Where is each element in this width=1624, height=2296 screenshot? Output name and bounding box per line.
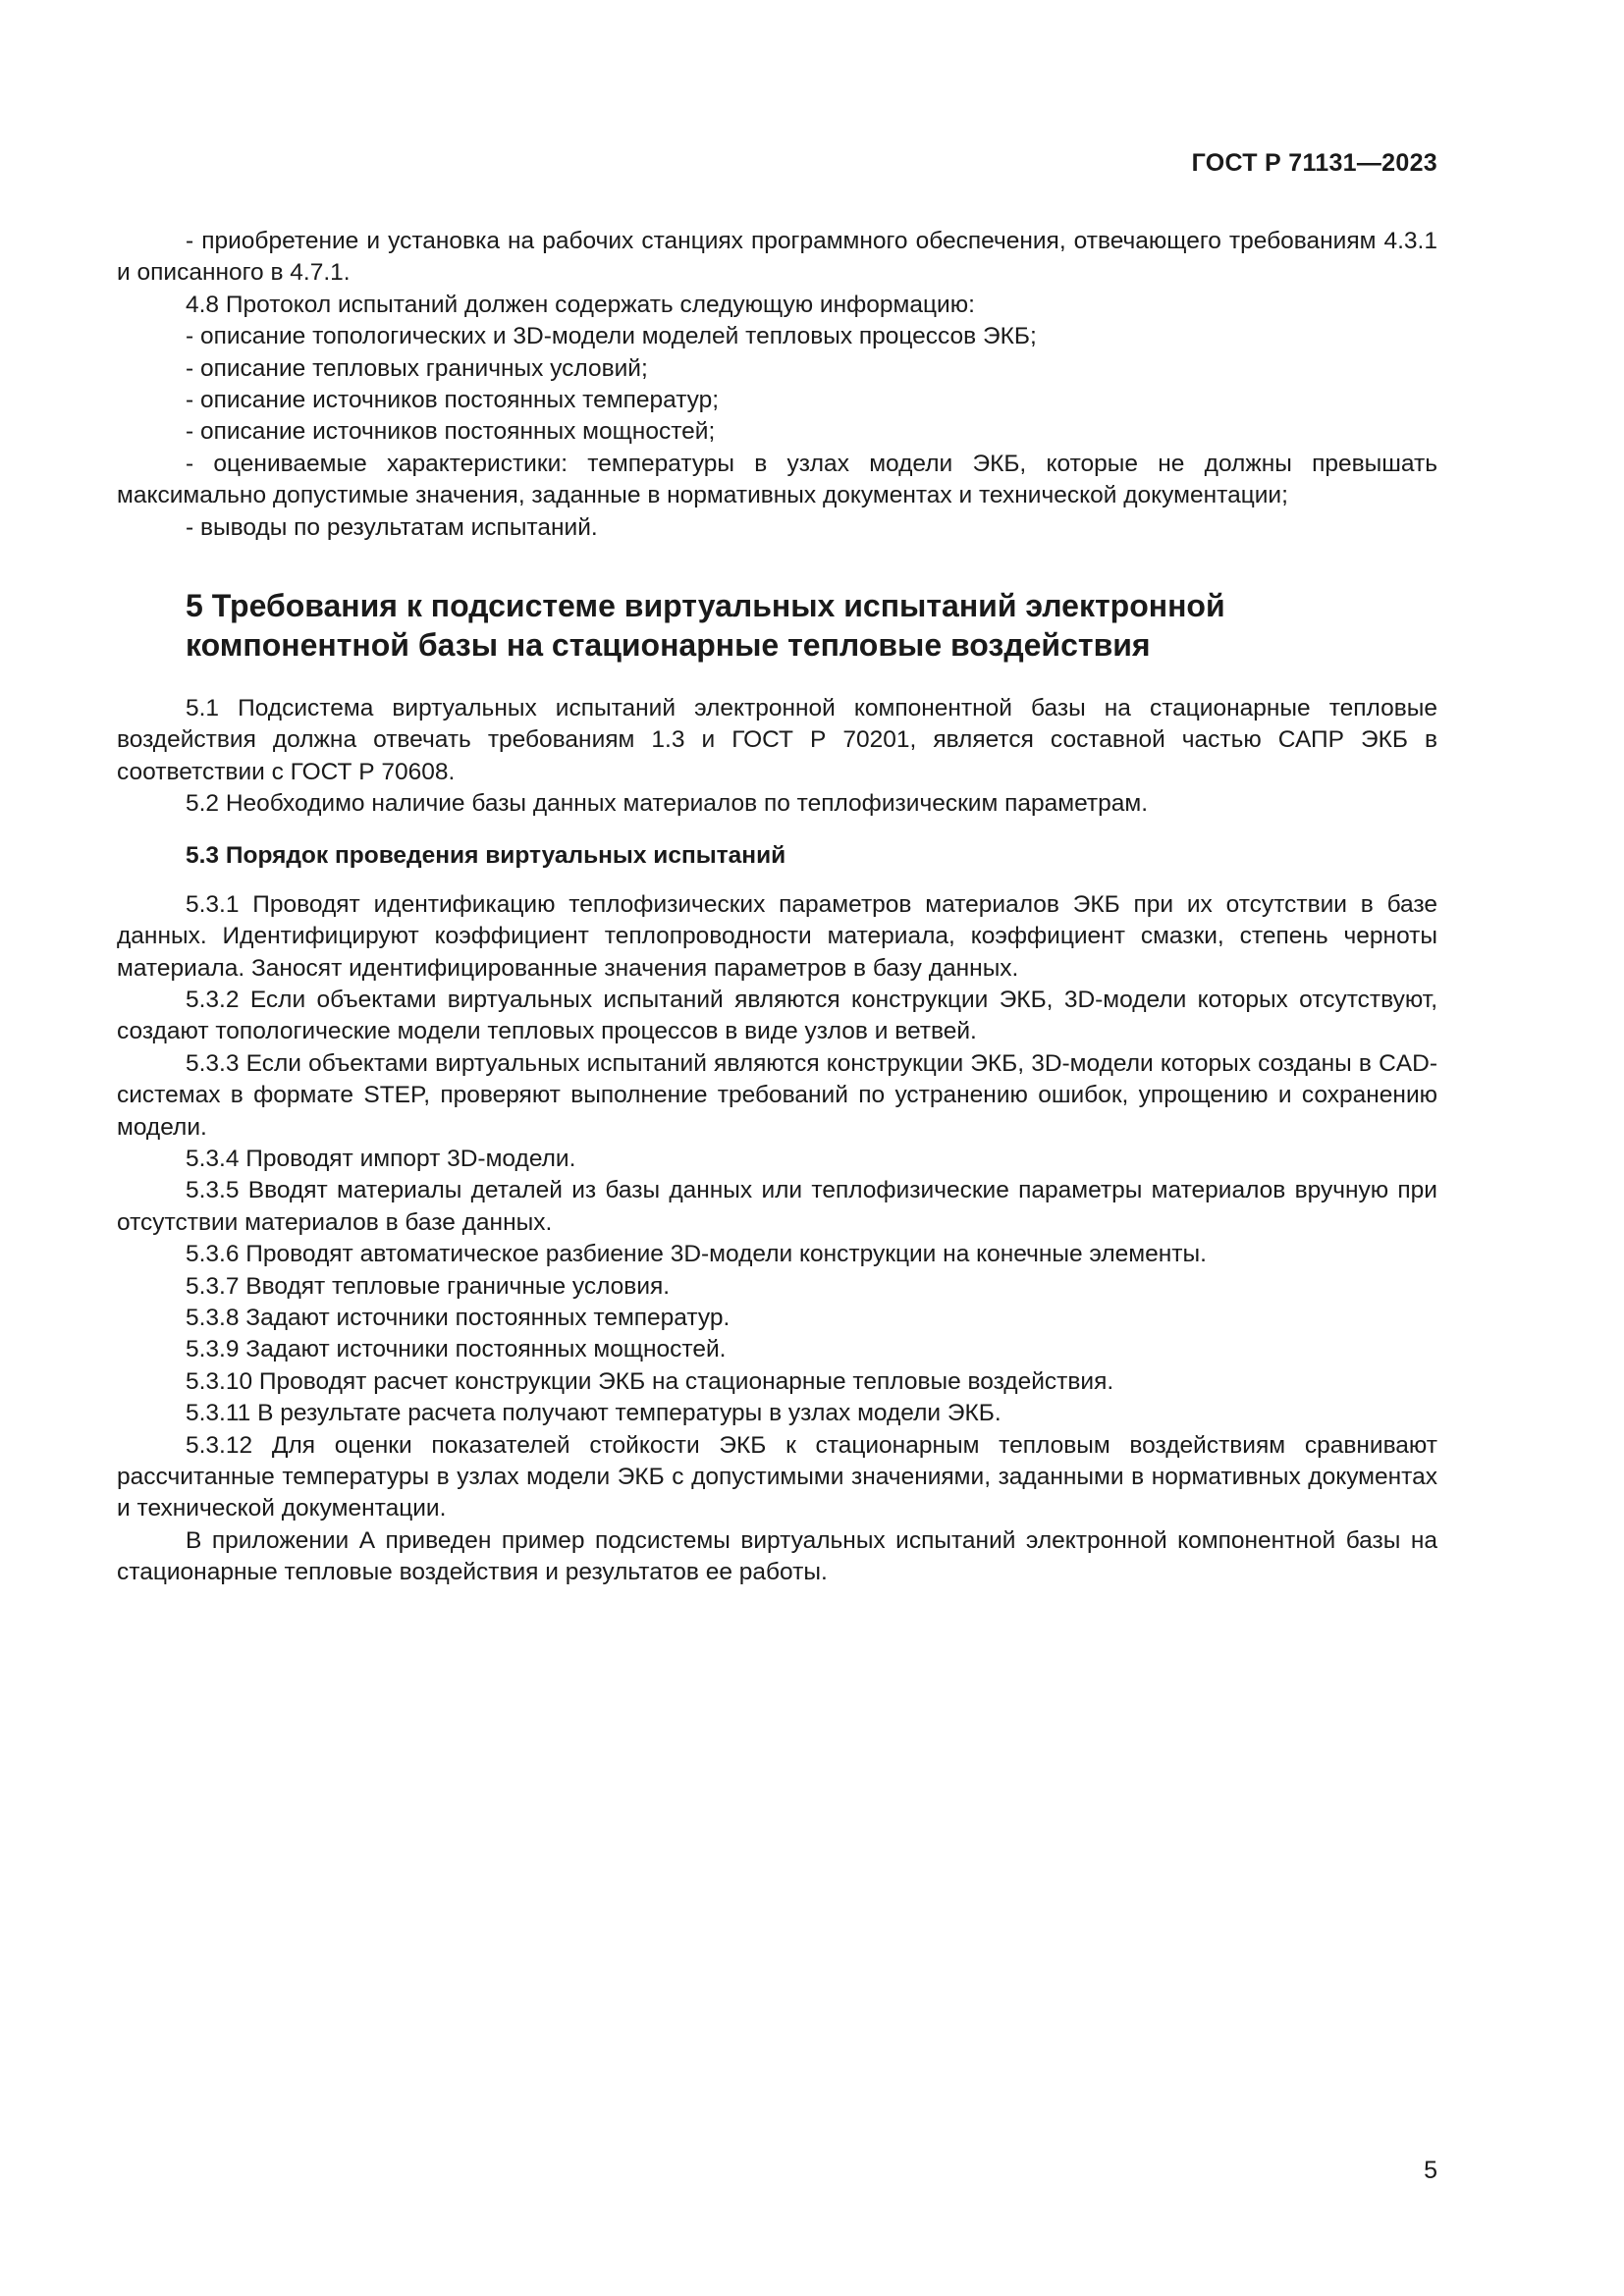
clause-5-3-2: 5.3.2 Если объектами виртуальных испытаний являются конструкции ЭКБ, 3D-модели которых отсутствуют, создают топологические модели тепловых процессов в виде узлов и ветвей. <box>117 986 1437 1045</box>
clause-5-3-1: 5.3.1 Проводят идентификацию теплофизических параметров материалов ЭКБ при их отсутствии в базе данных. Идентифицируют коэффициент теплопроводности материала, коэффициент смазки, степень черноты материала. Заносят идентифицированные значения параметров в базу данных. <box>117 890 1437 982</box>
clause-5-3-7: 5.3.7 Вводят тепловые граничные условия. <box>186 1272 671 1300</box>
list-item: - выводы по результатам испытаний. <box>186 513 598 541</box>
clause-5-3-11: 5.3.11 В результате расчета получают температуры в узлах модели ЭКБ. <box>186 1400 1001 1427</box>
appendix-reference-paragraph: В приложении А приведен пример подсистемы виртуальных испытаний электронной компонентной базы на стационарные тепловые воздействия и результатов ее работы. <box>117 1526 1437 1586</box>
clause-5-3-8: 5.3.8 Задают источники постоянных температур. <box>186 1304 731 1331</box>
paragraph: 4.8 Протокол испытаний должен содержать следующую информацию: <box>186 291 975 318</box>
clause-5-3-10: 5.3.10 Проводят расчет конструкции ЭКБ на стационарные тепловые воздействия. <box>186 1367 1114 1395</box>
clause-5-3-12: 5.3.12 Для оценки показателей стойкости ЭКБ к стационарным тепловым воздействиям сравнивают рассчитанные температуры в узлах модели ЭКБ с допустимыми значениями, заданными в нормативных документах и технической документации. <box>117 1431 1437 1522</box>
list-item: - описание топологических и 3D-модели моделей тепловых процессов ЭКБ; <box>186 323 1037 350</box>
clause-5-3-9: 5.3.9 Задают источники постоянных мощностей. <box>186 1336 727 1363</box>
section-title: 5 Требования к подсистеме виртуальных испытаний электронной компонентной базы на стационарные тепловые воздействия <box>186 588 1225 664</box>
clause-5-3-6: 5.3.6 Проводят автоматическое разбиение 3D-модели конструкции на конечные элементы. <box>186 1241 1207 1268</box>
document-code-header: ГОСТ Р 71131—2023 <box>1191 149 1437 177</box>
clause-5-3-4: 5.3.4 Проводят импорт 3D-модели. <box>186 1145 576 1172</box>
clause-5-3-5: 5.3.5 Вводят материалы деталей из базы данных или теплофизические параметры материалов вручную при отсутствии материалов в базе данных. <box>117 1177 1437 1236</box>
page-content <box>117 226 1437 1589</box>
subsection-title: 5.3 Порядок проведения виртуальных испытаний <box>186 841 786 869</box>
clause-5-3-3: 5.3.3 Если объектами виртуальных испытаний являются конструкции ЭКБ, 3D-модели которых созданы в CAD-системах в формате STEP, проверяют выполнение требований по устранению ошибок, упрощению и сохранению модели. <box>117 1049 1437 1141</box>
paragraph: - приобретение и установка на рабочих станциях программного обеспечения, отвечающего требованиям 4.3.1 и описанного в 4.7.1. <box>117 228 1437 287</box>
list-item: - описание источников постоянных мощностей; <box>186 418 716 446</box>
list-item: - описание тепловых граничных условий; <box>186 354 648 382</box>
paragraph: 5.2 Необходимо наличие базы данных материалов по теплофизическим параметрам. <box>186 790 1149 818</box>
page-number: 5 <box>1424 2157 1437 2184</box>
list-item: - оцениваемые характеристики: температуры в узлах модели ЭКБ, которые не должны превышать максимально допустимые значения, заданные в нормативных документах и технической документации; <box>117 450 1437 509</box>
list-item: - описание источников постоянных температур; <box>186 387 720 414</box>
paragraph: 5.1 Подсистема виртуальных испытаний электронной компонентной базы на стационарные тепловые воздействия должна отвечать требованиям 1.3 и ГОСТ Р 70201, является составной частью САПР ЭКБ в соответствии с ГОСТ Р 70608. <box>117 695 1437 785</box>
